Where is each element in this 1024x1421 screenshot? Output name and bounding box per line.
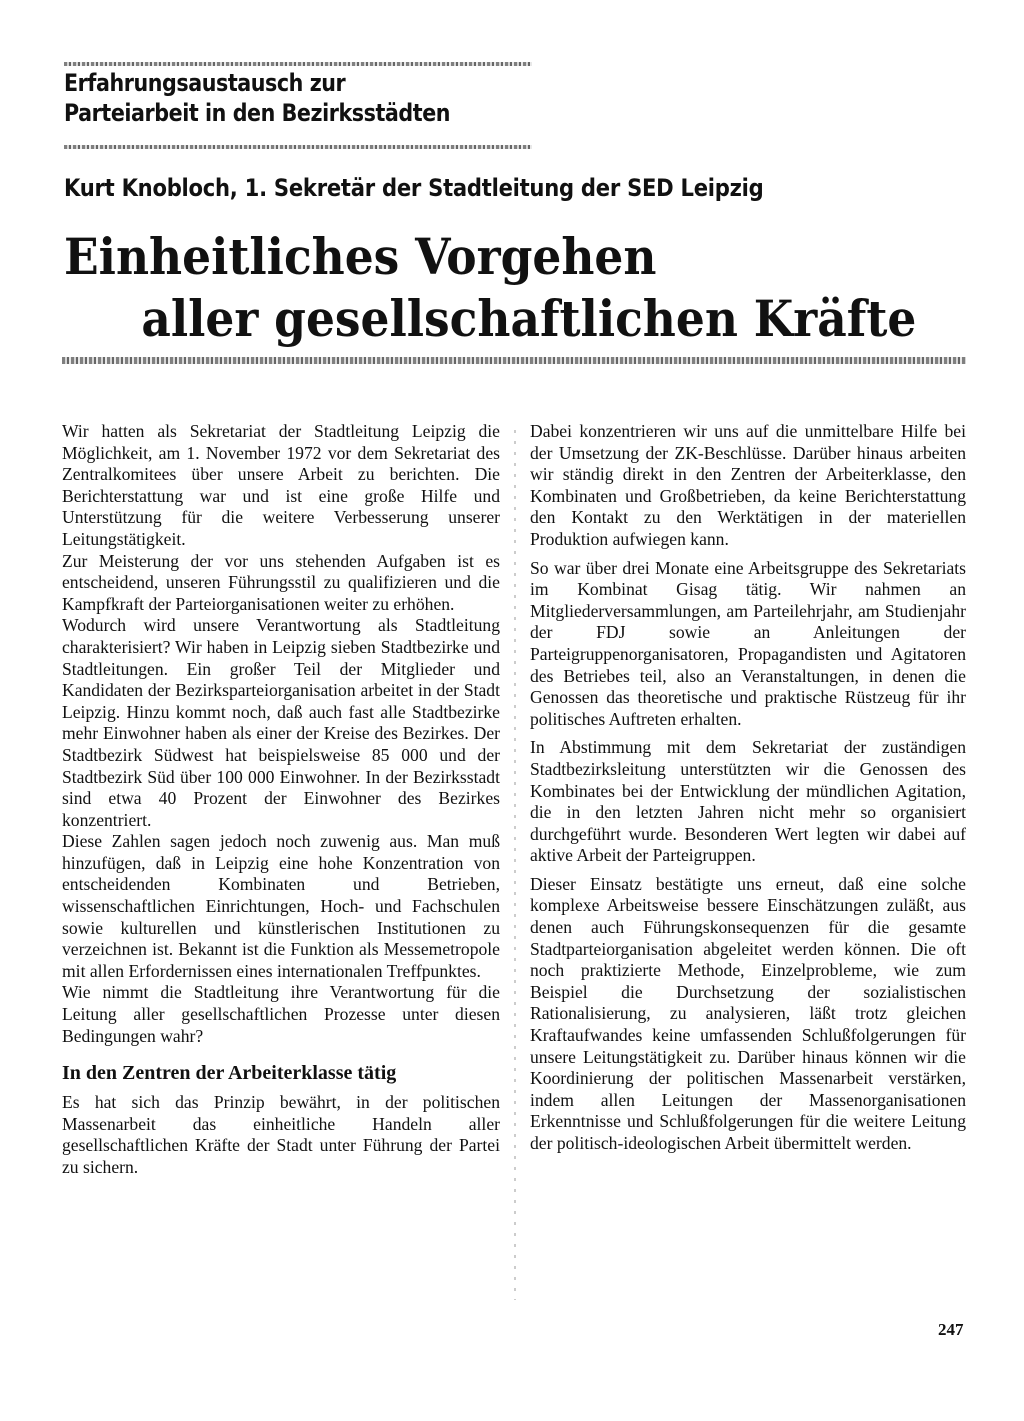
headline-rule	[62, 357, 966, 364]
kicker-rule	[64, 145, 532, 149]
paragraph: Dieser Einsatz bestätigte uns erneut, daß eine solche komplexe Arbeitsweise bessere Einschätzungen zuläßt, aus denen auch Führungskonsequenzen für die gesamte Stadtparteiorganisation abgeleitet werden können. Die oft noch praktizierte Methode, Einzelprobleme, wie zum Beispiel die Durchsetzung der sozialistischen Rationalisierung, zu analysieren, läßt trotz gleichen Kraftaufwandes keine umfassenden Schlußfolgerungen für unsere Leitungstätigkeit zu. Darüber hinaus können wir die Koordinierung der politischen Massenarbeit verstärken, indem allen Leitungen der Massenorganisationen Erkenntnisse und Schlußfolgerungen für die weitere Leitung der politisch-ideologischen Arbeit übermittelt werden.	[530, 873, 966, 1153]
right-column	[530, 421, 966, 1155]
paragraph: Diese Zahlen sagen jedoch noch zuwenig aus. Man muß hinzufügen, daß in Leipzig eine hohe Konzentration von entscheidenden Kombinaten und Betrieben, wissenschaftlichen Einrichtungen, Hoch- und Fachschulen sowie kulturellen und künstlerischen Institutionen zu verzeichnen ist. Bekannt ist die Funktion als Messemetropole mit allen Erfordernissen eines internationalen Treffpunktes.	[62, 831, 500, 981]
subheading: In den Zentren der Arbeiterklasse tätig	[62, 1062, 397, 1085]
paragraph: In Abstimmung mit dem Sekretariat der zuständigen Stadtbezirksleitung unterstützten wir die Genossen des Kombinates bei der Entwicklung der mündlichen Agitation, die in den letzten Jahren nicht mehr so organisiert durchgeführt wurde. Besonderen Wert legten wir dabei auf aktive Arbeit der Parteigruppen.	[530, 737, 966, 866]
page-number: 247	[938, 1320, 964, 1339]
section-kicker	[64, 68, 460, 128]
headline-line-2: aller gesellschaftlichen Kräfte	[141, 289, 917, 348]
paragraph: Wie nimmt die Stadtleitung ihre Verantwortung für die Leitung aller gesellschaftlichen Prozesse unter diesen Bedingungen wahr?	[62, 982, 500, 1046]
headline-line-1: Einheitliches Vorgehen	[64, 227, 657, 286]
paragraph: Wir hatten als Sekretariat der Stadtleitung Leipzig die Möglichkeit, am 1. November 1972 vor dem Sekretariat des Zentralkomitees über unsere Arbeit zu berichten. Die Berichterstattung war und ist eine große Hilfe und Unterstützung für die weitere Verbesserung unserer Leitungstätigkeit.	[62, 421, 500, 549]
paragraph: Zur Meisterung der vor uns stehenden Aufgaben ist es entscheidend, unseren Führungsstil zu qualifizieren und die Kampfkraft der Parteiorganisationen weiter zu erhöhen.	[62, 550, 500, 614]
author-byline: Kurt Knobloch, 1. Sekretär der Stadtleitung der SED Leipzig	[64, 174, 764, 202]
left-column	[62, 421, 500, 1179]
kicker-line-1: Erfahrungsaustausch zur	[64, 69, 346, 97]
kicker-line-2: Parteiarbeit in den Bezirksstädten	[64, 99, 451, 127]
column-gutter	[514, 430, 516, 1300]
paragraph: Es hat sich das Prinzip bewährt, in der politischen Massenarbeit das einheitliche Handeln aller gesellschaftlichen Kräfte der Stadt unter Führung der Partei zu sichern.	[62, 1092, 500, 1177]
headline	[64, 226, 917, 350]
top-rule	[64, 62, 532, 66]
paragraph: So war über drei Monate eine Arbeitsgruppe des Sekretariats im Kombinat Gisag tätig. Wir nahmen an Mitgliederversammlungen, am Parteilehrjahr, am Studienjahr der FDJ sowie an Anleitungen der Parteigruppenorganisatoren, Propagandisten und Agitatoren des Betriebes teil, also an Veranstaltungen, in denen die Genossen das theoretische und praktische Rüstzeug für ihr politisches Auftreten erhalten.	[530, 557, 966, 729]
paragraph: Wodurch wird unsere Verantwortung als Stadtleitung charakterisiert? Wir haben in Leipzig sieben Stadtbezirke und Stadtleitungen. Ein großer Teil der Mitglieder und Kandidaten der Bezirksparteiorganisation arbeitet in der Stadt Leipzig. Hinzu kommt noch, daß auch fast alle Stadtbezirke mehr Einwohner haben als einer der Kreise des Bezirkes. Der Stadtbezirk Südwest hat beispielsweise 85 000 und der Stadtbezirk Süd über 100 000 Einwohner. In der Bezirksstadt sind etwa 40 Prozent der Einwohner des Bezirkes konzentriert.	[62, 615, 500, 830]
paragraph: Dabei konzentrieren wir uns auf die unmittelbare Hilfe bei der Umsetzung der ZK-Beschlüsse. Darüber hinaus arbeiten wir ständig direkt in den Zentren der Arbeiterklasse, den Kombinaten und Großbetrieben, da keine Berichterstattung den Kontakt zu den Werktätigen in der materiellen Produktion aufwiegen kann.	[530, 421, 966, 549]
